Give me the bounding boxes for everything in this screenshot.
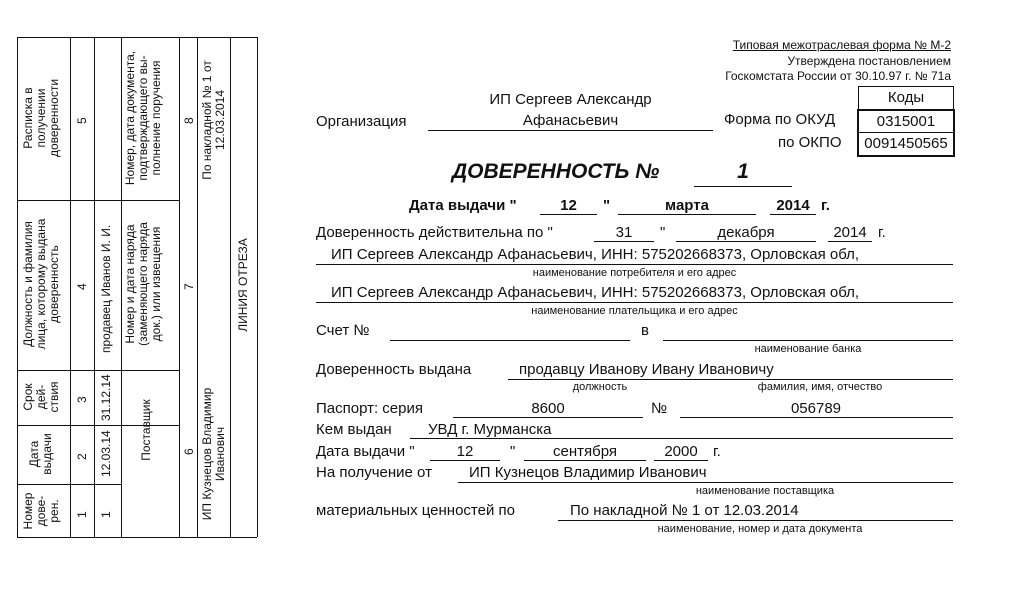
stub-top-border	[17, 37, 257, 38]
issued-to-label: Доверенность выдана	[316, 361, 472, 378]
col-number-3: 3	[75, 396, 89, 403]
issue-date-year: 2014	[776, 197, 810, 214]
valid-until-month-underline	[676, 241, 816, 242]
stub-col-divider	[94, 37, 95, 537]
valid-until-month: декабря	[717, 224, 775, 241]
stub-confirming-doc: По накладной № 1 от 12.03.2014	[200, 60, 227, 180]
goods-document: По накладной № 1 от 12.03.2014	[570, 502, 799, 519]
valid-until-year: 2014	[833, 224, 867, 241]
valid-until-year-underline	[828, 241, 872, 242]
passport-date-year-underline	[654, 460, 708, 461]
passport-date-quote: "	[510, 443, 516, 460]
valid-until-label: Доверенность действительна по "	[316, 224, 553, 241]
goskomstat-line: Госкомстата России от 30.10.97 г. № 71а	[725, 69, 951, 83]
okpo-code: 0091450565	[864, 135, 948, 152]
header-col1: Номер дове- рен.	[21, 492, 61, 530]
passport-number-underline	[680, 417, 953, 418]
document-number-underline	[694, 186, 792, 187]
account-number-underline	[390, 340, 630, 341]
issue-date-day: 12	[560, 197, 577, 214]
organization-name-line2: Афанасьевич	[522, 112, 619, 129]
account-label: Счет №	[316, 322, 370, 339]
passport-date-label: Дата выдачи "	[316, 443, 415, 460]
stub-issue-date: 12.03.14	[99, 430, 113, 477]
passport-series: 8600	[531, 400, 565, 417]
issued-to-underline	[508, 379, 953, 380]
col-number-7: 7	[182, 283, 196, 290]
header-col7: Номер и дата наряда (заменяющего наряда док.) или извещения	[123, 222, 163, 346]
cut-line-label: ЛИНИЯ ОТРЕЗА	[236, 238, 250, 332]
valid-until-suffix: г.	[878, 224, 886, 241]
codes-title: Коды	[858, 86, 954, 110]
issue-date-year-underline	[770, 214, 816, 215]
header-col5: Расписка в получении доверенности	[21, 78, 61, 158]
passport-issuer-label: Кем выдан	[316, 421, 392, 438]
document-number: 1	[737, 160, 749, 183]
stub-row-divider	[17, 425, 179, 426]
passport-date-month: сентября	[552, 443, 617, 460]
stub-col-divider	[230, 37, 231, 537]
stub-col-divider	[197, 37, 198, 537]
stub-row-divider	[17, 484, 121, 485]
position-caption: должность	[572, 381, 628, 393]
consumer-value: ИП Сергеев Александр Афанасьевич, ИНН: 575202668373, Орловская обл,	[331, 246, 860, 263]
col-number-2: 2	[75, 453, 89, 460]
header-col2: Дата выдачи	[27, 433, 54, 475]
issue-date-day-underline	[540, 214, 597, 215]
stub-col-divider	[179, 37, 180, 537]
supplier-caption: наименование поставщика	[695, 485, 835, 497]
valid-until-day-underline	[594, 241, 654, 242]
bank-caption: наименование банка	[754, 343, 862, 355]
col-number-6: 6	[182, 448, 196, 455]
goods-caption: наименование, номер и дата документа	[657, 523, 863, 535]
header-col6: Поставщик	[139, 399, 153, 461]
passport-date-day: 12	[456, 443, 474, 460]
issue-date-month: марта	[665, 197, 709, 214]
passport-date-month-underline	[524, 460, 646, 461]
col-number-5: 5	[75, 117, 89, 124]
account-in-label: в	[641, 322, 649, 339]
stub-row-divider	[17, 200, 179, 201]
approved-line: Утверждена постановлением	[787, 54, 951, 68]
col-number-1: 1	[75, 511, 89, 518]
payer-value: ИП Сергеев Александр Афанасьевич, ИНН: 575202668373, Орловская обл,	[331, 284, 860, 301]
col-number-8: 8	[182, 117, 196, 124]
organization-name-line1: ИП Сергеев Александр	[489, 91, 652, 108]
supplier-value: ИП Кузнецов Владимир Иванович	[469, 464, 707, 481]
stub-recipient: продавец Иванов И. И.	[99, 224, 113, 353]
stub-col-divider	[121, 37, 122, 537]
issue-date-month-underline	[618, 214, 756, 215]
header-col3: Срок дей- ствия	[21, 381, 61, 413]
consumer-caption: наименование потребителя и его адрес	[532, 267, 737, 279]
passport-date-day-underline	[430, 460, 500, 461]
consumer-underline	[316, 264, 953, 265]
header-col4: Должность и фамилия лица, которому выдана доверенность	[21, 218, 61, 350]
valid-until-quote: "	[660, 224, 666, 241]
organization-label: Организация	[316, 113, 407, 130]
passport-series-label: Паспорт: серия	[316, 400, 423, 417]
passport-date-year: 2000	[664, 443, 698, 460]
codes-box	[857, 109, 955, 157]
okud-label: Форма по ОКУД	[724, 111, 836, 128]
stub-col-divider	[17, 37, 18, 537]
issue-date-quote: "	[603, 197, 611, 214]
okud-code: 0315001	[859, 111, 953, 133]
issue-date-label: Дата выдачи "	[409, 197, 517, 214]
issue-date-suffix: г.	[821, 197, 830, 214]
goods-label: материальных ценностей по	[316, 502, 515, 519]
stub-supplier: ИП Кузнецов Владимир Иванович	[200, 387, 227, 521]
passport-series-underline	[453, 417, 643, 418]
supplier-label: На получение от	[316, 464, 432, 481]
supplier-underline	[458, 482, 953, 483]
payer-caption: наименование плательщика и его адрес	[531, 305, 738, 317]
document-title: ДОВЕРЕННОСТЬ №	[452, 160, 660, 183]
passport-date-suffix: г.	[713, 443, 721, 460]
passport-issuer-underline	[410, 438, 953, 439]
full-name-caption: фамилия, имя, отчество	[757, 381, 883, 393]
stub-valid-until: 31.12.14	[99, 374, 113, 421]
payer-underline	[316, 302, 953, 303]
goods-underline	[558, 520, 953, 521]
stub-col-divider	[70, 37, 71, 537]
col-number-4: 4	[75, 283, 89, 290]
passport-issuer: УВД г. Мурманска	[428, 421, 552, 438]
bank-underline	[663, 340, 953, 341]
passport-number-label: №	[651, 400, 668, 417]
issued-to-value: продавцу Иванову Ивану Ивановичу	[519, 361, 774, 378]
organization-underline	[428, 130, 713, 131]
okpo-label: по ОКПО	[778, 134, 842, 151]
valid-until-day: 31	[615, 224, 633, 241]
stub-bottom-border	[17, 537, 257, 538]
header-col8: Номер, дата документа, подтверждающего вы- полнение поручения	[123, 50, 163, 186]
stub-doc-number: 1	[99, 511, 113, 518]
form-type-line: Типовая межотраслевая форма № М-2	[732, 38, 951, 52]
passport-number: 056789	[790, 400, 842, 417]
stub-col-divider	[257, 37, 258, 537]
